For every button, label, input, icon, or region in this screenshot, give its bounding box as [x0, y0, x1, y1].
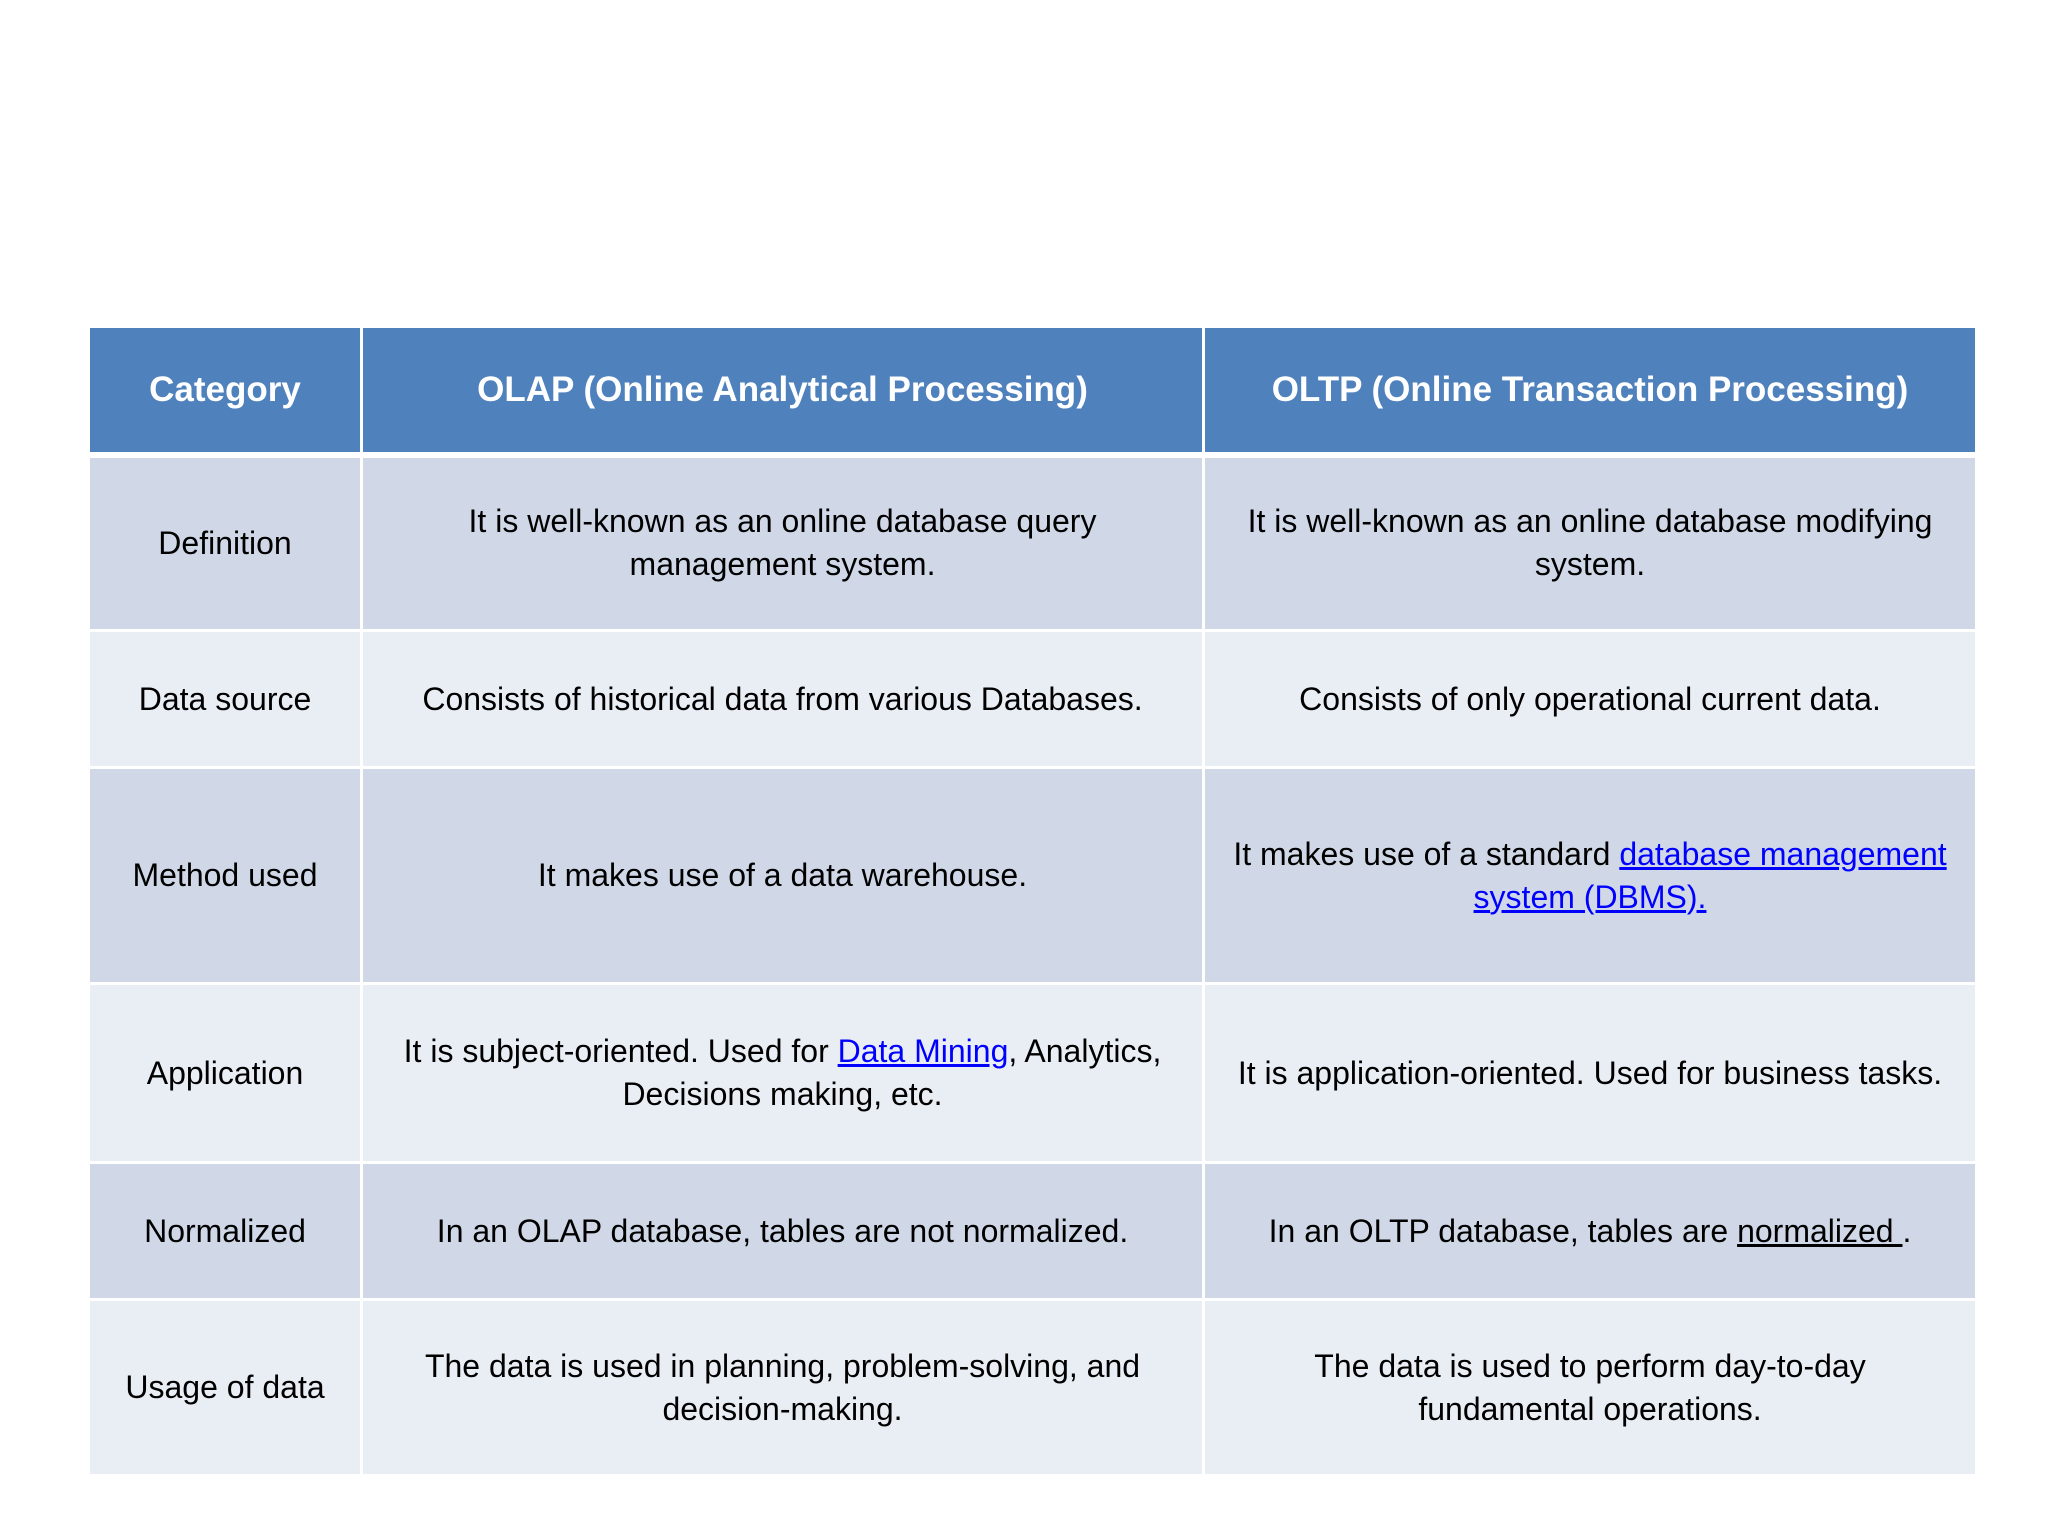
oltp-cell	[1204, 768, 1977, 984]
normalized-underlined-text: normalized	[1737, 1212, 1903, 1249]
table-row	[89, 1163, 1977, 1300]
table-row	[89, 768, 1977, 984]
header-oltp: OLTP (Online Transaction Processing)	[1204, 327, 1977, 455]
olap-cell	[362, 984, 1204, 1163]
dbms-link[interactable]: database management system (DBMS).	[1473, 835, 1947, 915]
oltp-cell: The data is used to perform day-to-day fundamental operations.	[1204, 1300, 1977, 1476]
olap-cell: It is well-known as an online database query management system.	[362, 455, 1204, 631]
olap-cell: In an OLAP database, tables are not normalized.	[362, 1163, 1204, 1300]
table-row	[89, 984, 1977, 1163]
table-row	[89, 1300, 1977, 1476]
olap-cell: Consists of historical data from various Databases.	[362, 631, 1204, 768]
olap-text-suffix: , Analytics, Decisions making, etc.	[622, 1033, 1162, 1112]
table-row	[89, 631, 1977, 768]
header-category: Category	[89, 327, 362, 455]
header-olap: OLAP (Online Analytical Processing)	[362, 327, 1204, 455]
category-cell: Method used	[89, 768, 362, 984]
category-cell: Usage of data	[89, 1300, 362, 1476]
oltp-cell: It is application-oriented. Used for business tasks.	[1204, 984, 1977, 1163]
category-cell: Application	[89, 984, 362, 1163]
data-mining-link[interactable]: Data Mining	[837, 1033, 1009, 1069]
olap-cell: It makes use of a data warehouse.	[362, 768, 1204, 984]
oltp-text: It makes use of a standard	[1233, 835, 1620, 872]
comparison-table	[87, 325, 1978, 1477]
oltp-text-prefix: In an OLTP database, tables are	[1268, 1212, 1738, 1249]
olap-text-prefix: It is subject-oriented. Used for	[403, 1033, 838, 1069]
table-header-row	[89, 327, 1977, 455]
olap-cell: The data is used in planning, problem-solving, and decision-making.	[362, 1300, 1204, 1476]
category-cell: Definition	[89, 455, 362, 631]
oltp-cell: It is well-known as an online database modifying system.	[1204, 455, 1977, 631]
table-row	[89, 455, 1977, 631]
category-cell: Data source	[89, 631, 362, 768]
oltp-cell	[1204, 1163, 1977, 1300]
category-cell: Normalized	[89, 1163, 362, 1300]
oltp-cell: Consists of only operational current data.	[1204, 631, 1977, 768]
oltp-text-suffix: .	[1902, 1212, 1912, 1249]
